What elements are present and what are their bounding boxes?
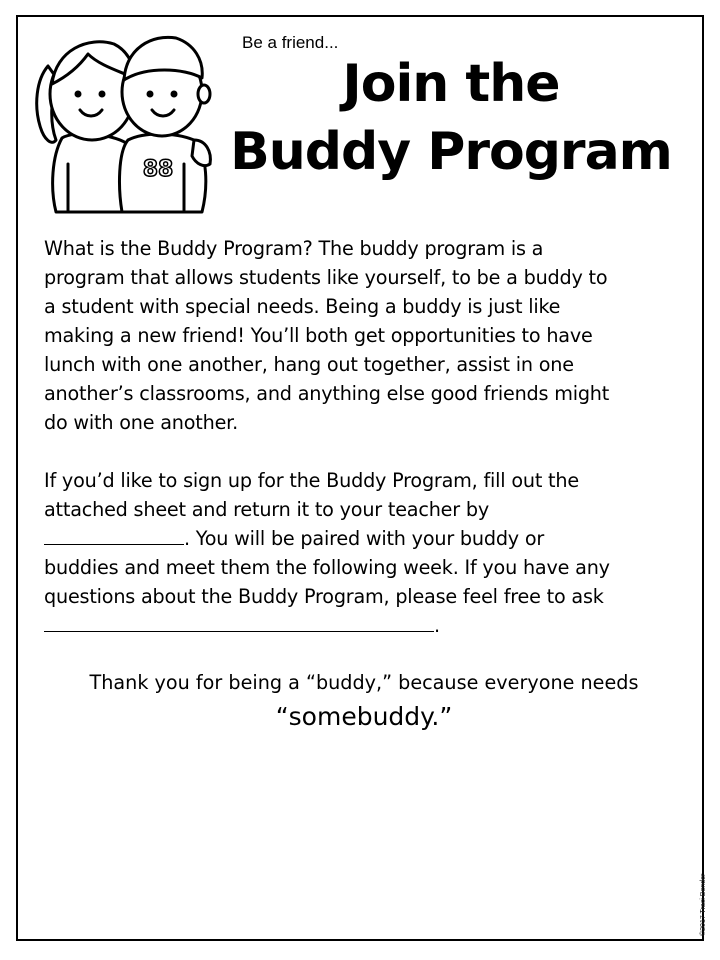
paragraph-line: What is the Buddy Program? The buddy program is a	[44, 237, 544, 260]
closing-tagline: “somebuddy.”	[275, 702, 453, 731]
tagline: Be a friend...	[242, 33, 339, 52]
shirt-number: 88	[142, 157, 174, 182]
return-date-blank[interactable]	[44, 526, 184, 545]
page-title	[218, 50, 684, 186]
title-line-2: Buddy Program	[230, 122, 672, 182]
intro-paragraph	[44, 234, 684, 437]
paragraph-line: questions about the Buddy Program, please feel free to ask	[44, 585, 604, 608]
paragraph-text: .	[434, 614, 440, 637]
paragraph-line: do with one another.	[44, 411, 239, 434]
paragraph-line: another’s classrooms, and anything else good friends might	[44, 382, 610, 405]
paragraph-line	[44, 611, 684, 640]
paragraph-line	[44, 524, 684, 553]
paragraph-line: attached sheet and return it to your teacher by	[44, 498, 489, 521]
paragraph-line: lunch with one another, hang out together, assist in one	[44, 353, 574, 376]
paragraph-line: a student with special needs. Being a buddy is just like	[44, 295, 561, 318]
signup-paragraph	[44, 466, 684, 640]
title-line-1: Join the	[342, 54, 560, 114]
paragraph-line: making a new friend! You’ll both get opportunities to have	[44, 324, 593, 347]
paragraph-line: If you’d like to sign up for the Buddy Program, fill out the	[44, 469, 579, 492]
paragraph-line: program that allows students like yourself, to be a buddy to	[44, 266, 608, 289]
paragraph-text: . You will be paired with your buddy or	[184, 527, 545, 550]
contact-name-blank[interactable]	[44, 613, 434, 632]
two-kids-buddies-illustration	[34, 28, 216, 216]
paragraph-line: buddies and meet them the following week. If you have any	[44, 556, 610, 579]
copyright-notice: ©2017 Traci Bender	[700, 873, 707, 936]
closing-line: Thank you for being a “buddy,” because everyone needs	[89, 671, 639, 694]
